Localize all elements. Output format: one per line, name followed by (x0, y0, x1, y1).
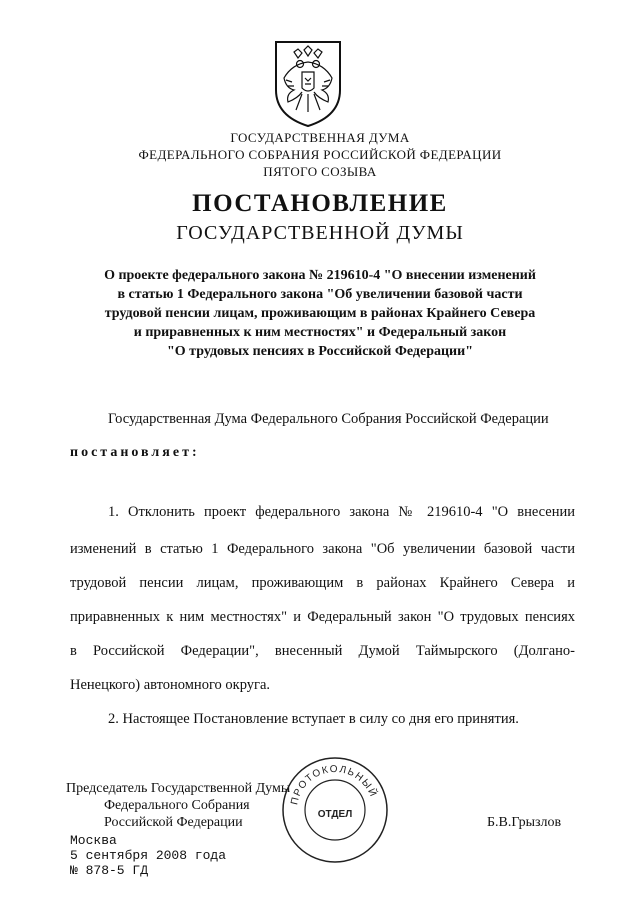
stamp-ring-text: ПРОТОКОЛЬНЫЙ (289, 763, 379, 806)
subject-line-2: в статью 1 Федерального закона "Об увеличении базовой части (117, 287, 523, 302)
svg-text:ПРОТОКОЛЬНЫЙ (289, 764, 380, 806)
decree-word: постановляет: (70, 445, 200, 460)
subject-line-3: трудовой пенсии лицам, проживающим в районах Крайнего Севера (104, 306, 536, 321)
city: Москва (70, 833, 117, 848)
stamp-center-text: ОТДЕЛ (317, 809, 353, 820)
subject-line-5: "О трудовых пенсиях в Российской Федерации" (167, 344, 473, 359)
date: 5 сентября 2008 года (70, 848, 227, 863)
signatory-position-line-3: Российской Федерации (104, 815, 243, 830)
document-title: ПОСТАНОВЛЕНИЕ (192, 190, 448, 217)
subject-line-4: и приравненных к ним местностях" и Федеральный закон (133, 325, 507, 340)
official-stamp (280, 755, 390, 865)
signatory-position-line-2: Федерального Собрания (104, 798, 250, 813)
signatory-name: Б.В.Грызлов (487, 815, 562, 830)
item1-line-1: 1. Отклонить проект федерального закона № 219610-4 "О внесении (108, 504, 575, 520)
coat-of-arms-emblem (272, 38, 344, 128)
item2: 2. Настоящее Постановление вступает в силу со дня его принятия. (108, 711, 519, 727)
item1-line-6: Ненецкого) автономного округа. (70, 677, 271, 693)
document-subtitle: ГОСУДАРСТВЕННОЙ ДУМЫ (176, 222, 464, 244)
org-name-line-1: ГОСУДАРСТВЕННАЯ ДУМА (230, 130, 410, 145)
subject-line-1: О проекте федерального закона № 219610-4 "О внесении изменений (104, 268, 536, 283)
item1-line-3: трудовой пенсии лицам, проживающим в районах Крайнего Севера и (70, 575, 575, 591)
item1-line-4: приравненных к ним местностях" и Федеральный закон "О трудовых пенсиях (70, 609, 575, 625)
document-number: № 878-5 ГД (70, 863, 149, 878)
preamble: Государственная Дума Федерального Собрания Российской Федерации (108, 411, 549, 427)
item1-line-2: изменений в статью 1 Федерального закона "Об увеличении базовой части (70, 541, 575, 557)
item1-line-5: в Российской Федерации", внесенный Думой Таймырского (Долгано- (70, 643, 575, 659)
org-name-line-2: ФЕДЕРАЛЬНОГО СОБРАНИЯ РОССИЙСКОЙ ФЕДЕРАЦИИ (138, 147, 502, 162)
signatory-position-line-1: Председатель Государственной Думы (66, 781, 291, 796)
convocation: ПЯТОГО СОЗЫВА (263, 164, 377, 179)
